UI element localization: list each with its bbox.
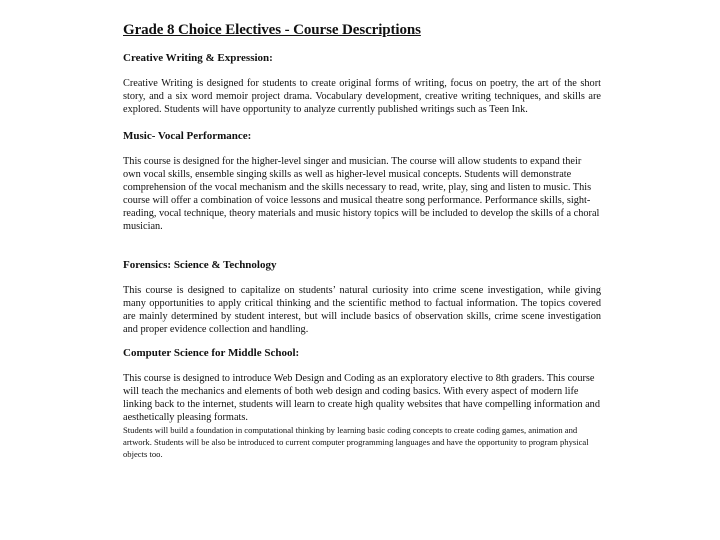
section-body-forensics: This course is designed to capitalize on students’ natural curiosity into crime scene investigation, while giving many opportunities to apply critical thinking and the scientific method to factual information. The topics covered are mainly determined by student interest, but will include basics of observation skills, crime scene investigation and proper evidence collection and handling.	[123, 285, 601, 335]
section-heading-forensics: Forensics: Science & Technology	[123, 259, 277, 271]
document-title: Grade 8 Choice Electives - Course Descriptions	[123, 22, 421, 38]
section-heading-computer-science: Computer Science for Middle School:	[123, 347, 300, 359]
section-heading-music-vocal: Music- Vocal Performance:	[123, 130, 252, 142]
section-body-music-vocal: This course is designed for the higher-level singer and musician. The course will allow students to expand their own vocal skills, ensemble singing skills as well as higher-level musical concepts. Students will demonstrate comprehension of the vocal mechanism and the skills necessary to read, write, play, sing and listen to music. This course will offer a combination of voice lessons and musical theatre song performance. Performance skills, sight-reading, vocal technique, theory materials and music history topics will be included to develop the skills of a choral musician.	[123, 156, 600, 232]
section-body-computer-science: This course is designed to introduce Web Design and Coding as an exploratory elective to 8th graders. This course will teach the mechanics and elements of both web design and coding basics. With every aspect of modern life linking back to the internet, students will learn to create high quality websites that have compelling information and aesthetically pleasing formats.	[123, 373, 600, 423]
section-heading-creative-writing: Creative Writing & Expression:	[123, 52, 273, 64]
document-page	[123, 22, 601, 460]
section-body-creative-writing: Creative Writing is designed for students to create original forms of writing, focus on poetry, the art of the short story, and a six word memoir project drama. Vocabulary development, creative writing techniques, and skills are explored. Students will have opportunity to analyze currently published writings such as Teen Ink.	[123, 78, 601, 115]
section-body-computer-science-extra: Students will build a foundation in computational thinking by learning basic coding concepts to create coding games, animation and artwork. Students will be also be introduced to current computer programming languages and have the opportunity to program physical objects too.	[123, 425, 589, 459]
